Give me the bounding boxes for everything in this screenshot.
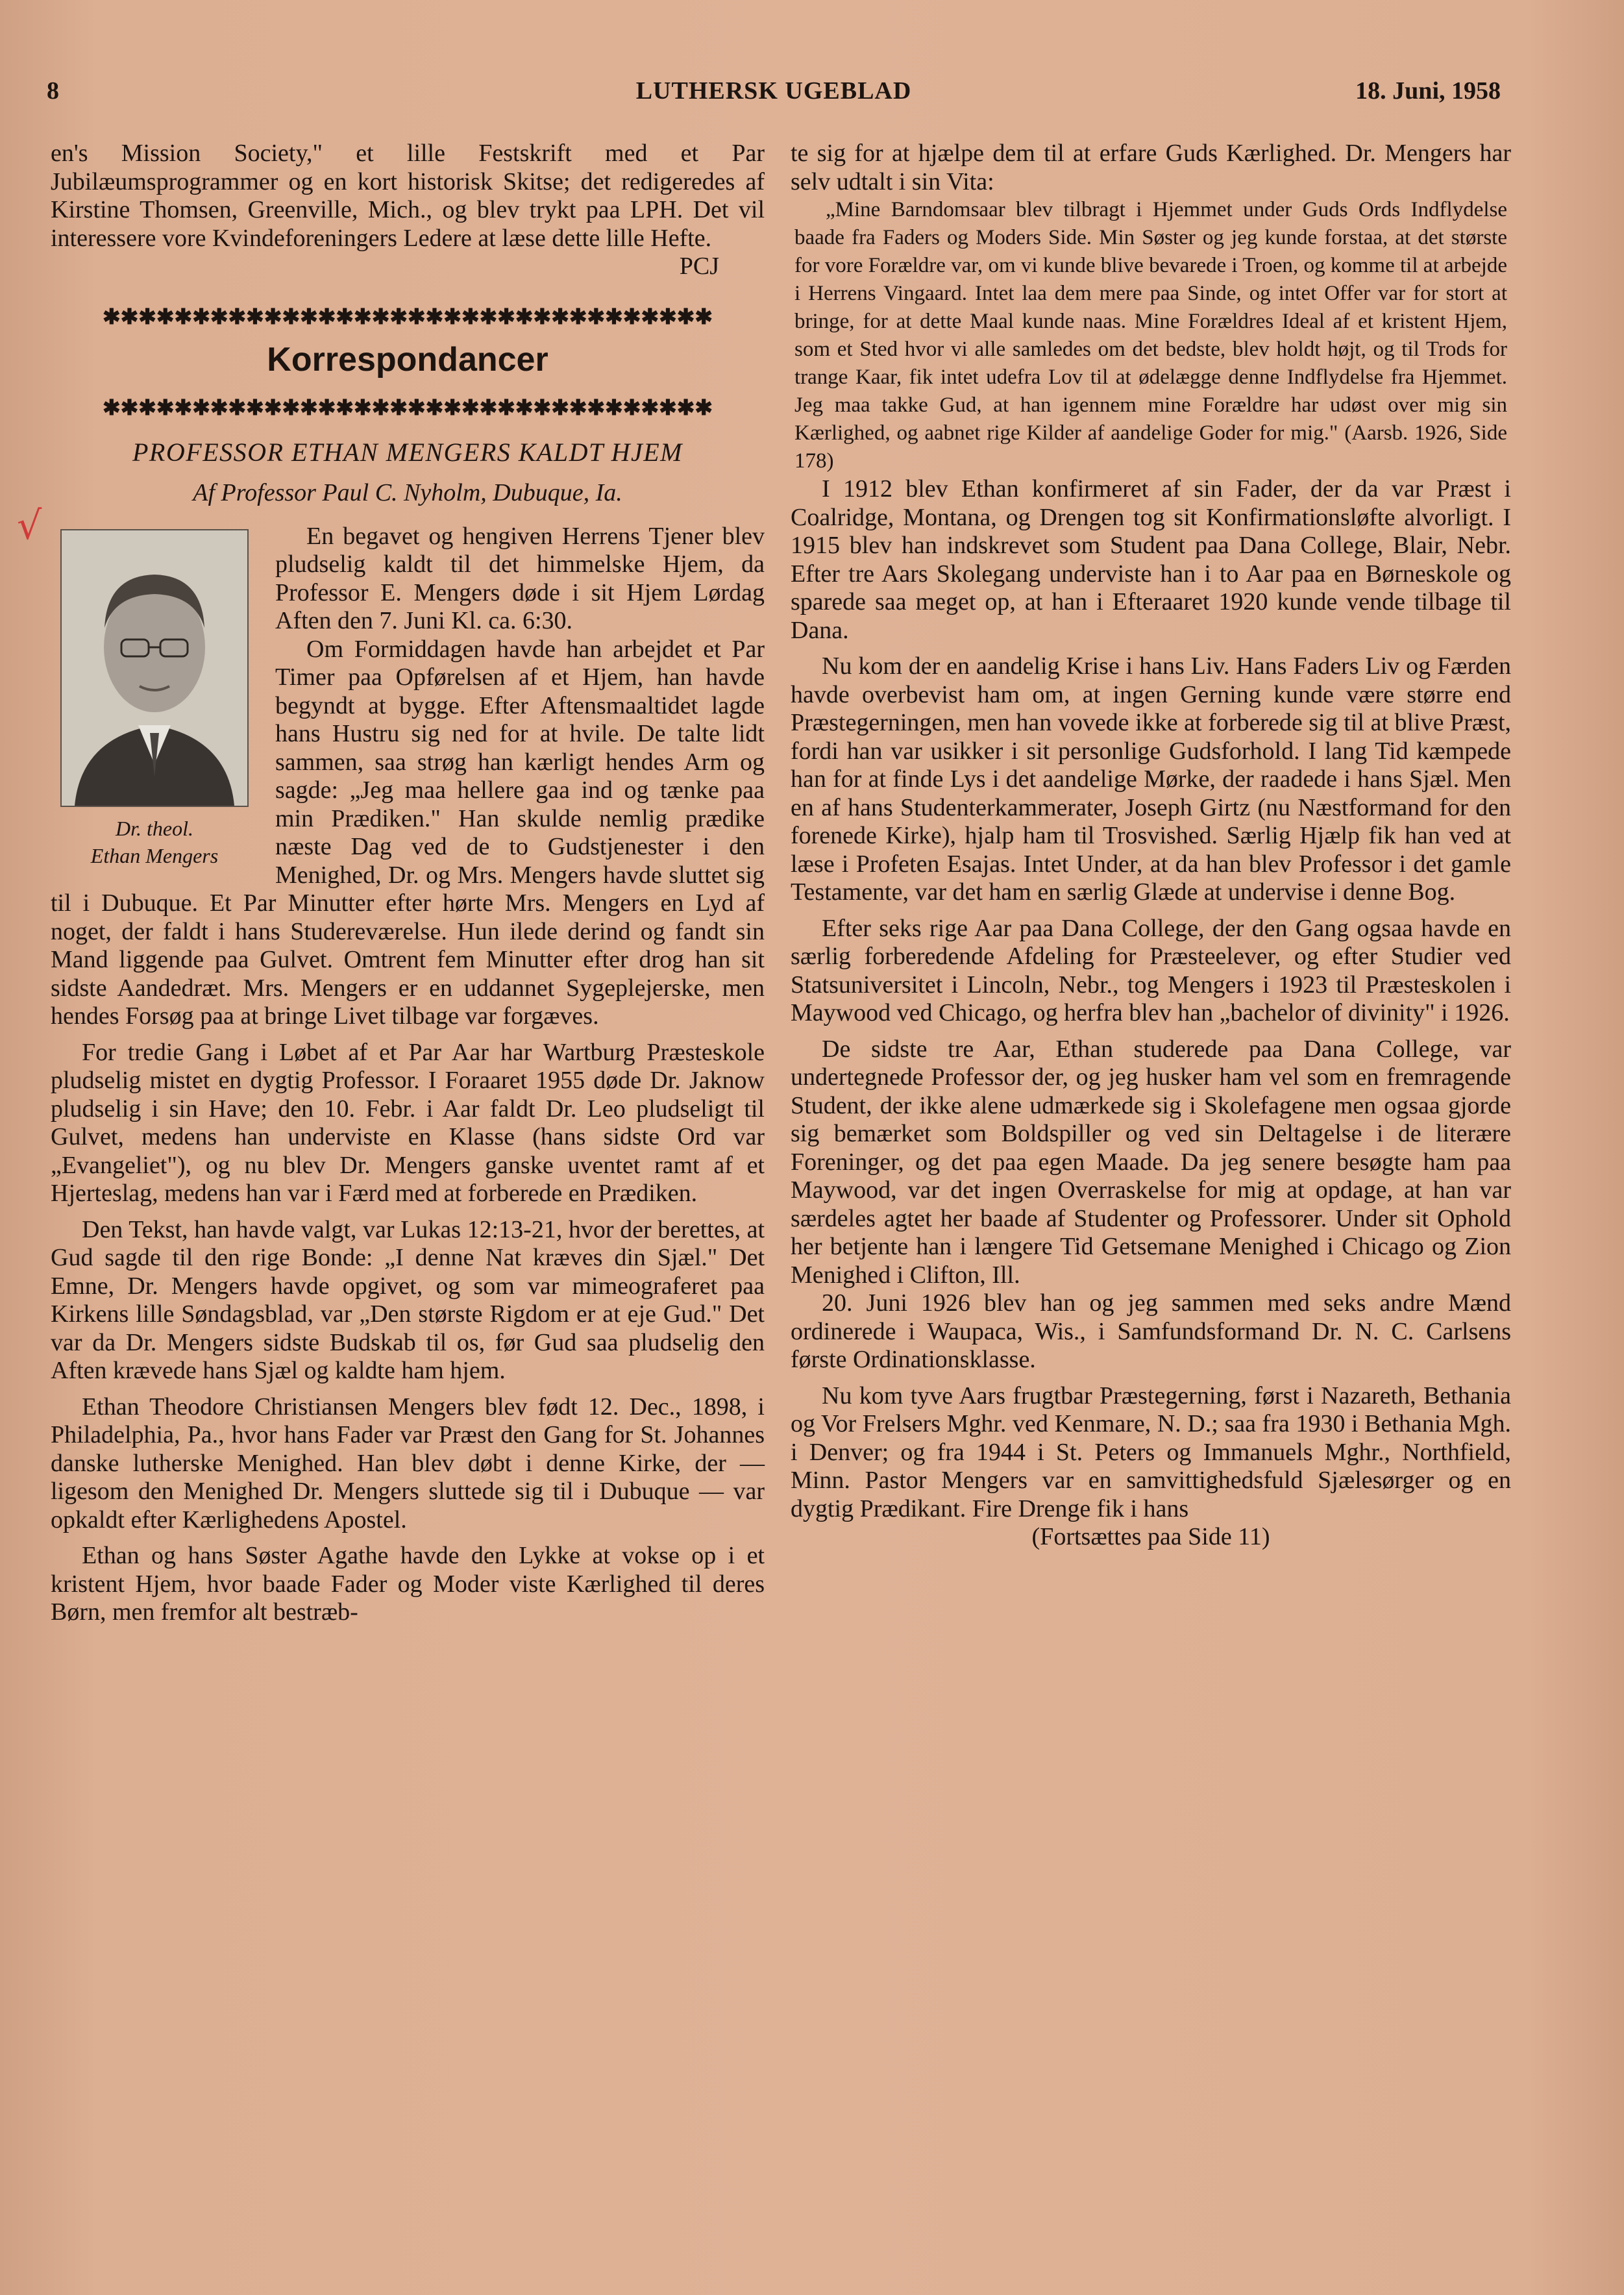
star-divider-bottom: ✱✱✱✱✱✱✱✱✱✱✱✱✱✱✱✱✱✱✱✱✱✱✱✱✱✱✱✱✱✱✱✱✱✱ — [102, 396, 713, 420]
article-paragraph: Ethan Theodore Christiansen Mengers blev født 12. Dec., 1898, i Philadelphia, Pa., hvor hans Fader var Præst den Gang for St. Johannes danske lutherske Menighed. Han blev døbt i denne Kirke, der — ligesom den Menighed Dr. Mengers sluttede sig til i Dubuque — var opkaldt efter Kærlighedens Apostel. — [51, 1393, 765, 1533]
article-paragraph: De sidste tre Aar, Ethan studerede paa Dana College, var undertegnede Professor der, og jeg husker ham vel som en fremragende Student, der ikke alene udmærkede sig i Skolefagene men ogsaa gjorde sig bemærket som Boldspiller og ved sin Deltagelse i de literære Foreninger, og det paa egen Maade. Da jeg senere besøgte ham paa Maywood, var det ingen Overraskelse for mig at opdage, at han var særdeles agtet her baade af Studenter og Professorer. Under sit Ophold her betjente han i længere Tid Getsemane Menighed i Chicago og Zion Menighed i Clifton, Ill. — [791, 1035, 1511, 1289]
article-title: PROFESSOR ETHAN MENGERS KALDT HJEM — [132, 437, 683, 467]
article-paragraph: 20. Juni 1926 blev han og jeg sammen med seks andre Mænd ordinerede i Waupaca, Wis., i Samfundsformand Dr. N. C. Carlsens første Ordinationsklasse. — [791, 1289, 1511, 1373]
page-header — [47, 77, 1501, 116]
section-title: Korrespondancer — [267, 340, 548, 378]
star-divider-top: ✱✱✱✱✱✱✱✱✱✱✱✱✱✱✱✱✱✱✱✱✱✱✱✱✱✱✱✱✱✱✱✱✱✱ — [102, 305, 713, 329]
article-paragraph: Nu kom tyve Aars frugtbar Præstegerning, først i Nazareth, Bethania og Vor Frelsers Mghr. ved Kenmare, N. D.; saa fra 1930 i Bethania Mgh. i Denver; og fra 1944 i St. Peters og Immanuels Mghr., Northfield, Minn. Pastor Mengers var en samvittighedsfuld Sjælesørger og en dygtig Prædikant. Fire Drenge fik i hans — [791, 1382, 1511, 1522]
article-paragraph: Nu kom der en aandelig Krise i hans Liv. Hans Faders Liv og Færden havde overbevist ham om, at ingen Gerning kunde være større end Præstegerningen, men han vovede ikke at forberede sig til at blive Præst, fordi han var usikker i sit personlige Gudsforhold. I lang Tid kæmpede han for at finde Lys i det aandelige Mørke, der raadede i hans Sjæl. Men en af hans Studenterkammerater, Joseph Girtz (nu Næstformand for den forenede Kirke), hjalp ham til Trosvished. Særlig Hjælp fik han ved at læse i Profeten Esajas. Intet Under, at da han blev Professor i det gamle Testamente, var det ham en særlig Glæde at undervise i denne Bog. — [791, 652, 1511, 906]
right-column — [791, 140, 1511, 1552]
article-paragraph: te sig for at hjælpe dem til at erfare Guds Kærlighed. Dr. Mengers har selv udtalt i sin Vita: — [791, 140, 1511, 195]
article-paragraph: Efter seks rige Aar paa Dana College, der den Gang ogsaa havde en særlig forberedende Afdeling for Præsteelever, og efter Studier ved Statsuniversitet i Lincoln, Nebr., tog Mengers i 1923 til Præsteskolen i Maywood ved Chicago, og herfra blev han „bachelor of divinity" i 1926. — [791, 914, 1511, 1026]
article-paragraph: En begavet og hengiven Herrens Tjener blev pludselig kaldt til det himmelske Hjem, da Professor E. Mengers døde i sit Hjem Lørdag Aften den 7. Juni Kl. ca. 6:30. — [275, 522, 765, 634]
article-paragraph: Ethan og hans Søster Agathe havde den Lykke at vokse op i et kristent Hjem, hvor baade Fader og Moder viste Kærlighed til deres Børn, men fremfor alt bestræb- — [51, 1542, 765, 1626]
left-column — [51, 140, 765, 1627]
portrait-caption-line-2: Ethan Mengers — [90, 843, 219, 867]
article-paragraph: For tredie Gang i Løbet af et Par Aar har Wartburg Præsteskole pludselig mistet en dygtig Professor. I Foraaret 1955 døde Dr. Jaknow pludselig i sin Have; den 10. Febr. i Aar faldt Dr. Leo pludseligt til Gulvet, medens han underviste en Klasse (hans sidste Ord var „Evangeliet"), og nu blev Dr. Mengers ganske uventet ramt af et Hjerteslag, medens han var i Færd med at forberede en Prædiken. — [51, 1038, 765, 1207]
publication-title: LUTHERSK UGEBLAD — [635, 77, 912, 105]
article-byline: Af Professor Paul C. Nyholm, Dubuque, Ia. — [193, 478, 622, 506]
issue-date: 18. Juni, 1958 — [1355, 77, 1501, 105]
article-paragraph: Om Formiddagen havde han arbejdet et Par Timer paa Opførelsen af et Hjem, han havde begyndt at bygge. Efter Aftensmaaltidet lagde hans Hustru sig ned for at hvile. De talte lidt sammen, saa strøg han kærligt hendes Arm og sagde: „Jeg maa hellere gaa ind og tænke paa min Prædiken." Han skulde nemlig prædike næste Dag ved de to Gudstjenester i den Menighed, Dr. og Mrs. Mengers havde sluttet sig til i Dubuque. Et Par Minutter efter hørte Mrs. Mengers en Lyd af noget, der faldt i hans Studereværelse. Hun ilede derind og fandt sin Mand liggende paa Gulvet. Omtrent fem Minutter efter drog han sit sidste Aandedræt. Mrs. Mengers er en uddannet Sygeplejerske, men hendes Forsøg paa at bringe Livet tilbage var forgæves. — [51, 635, 765, 1030]
article-paragraph: I 1912 blev Ethan konfirmeret af sin Fader, der da var Præst i Coalridge, Montana, og Drengen tog sit Konfirmationsløfte alvorligt. I 1915 blev han indskrevet som Student paa Dana College, Blair, Nebr. Efter tre Aars Skolegang underviste han i to Aar paa en Børneskole og sparede saa meget op, at han i Efteraaret 1920 kunde vende tilbage til Dana. — [791, 475, 1511, 644]
intro-signature: PCJ — [679, 253, 719, 280]
portrait-figure — [51, 529, 258, 869]
intro-paragraph: en's Mission Society," et lille Festskrift med et Par Jubilæumsprogrammer og en kort historisk Skitse; det redigeredes af Kirstine Thomsen, Greenville, Mich., og blev trykt paa LPH. Det vil interessere vore Kvindeforeningers Ledere at læse dette lille Hefte. PCJ — [51, 140, 765, 280]
page-number: 8 — [47, 77, 59, 105]
red-check-mark-icon: √ — [17, 503, 42, 549]
portrait-caption-line-1: Dr. theol. — [116, 816, 193, 840]
continued-notice: (Fortsættes paa Side 11) — [1031, 1523, 1270, 1550]
article-paragraph: Den Tekst, han havde valgt, var Lukas 12:13-21, hvor der berettes, at Gud sagde til den rige Bonde: „I denne Nat kræves din Sjæl." Det Emne, Dr. Mengers havde opgivet, og som var mimeograferet paa Kirkens lille Søndagsblad, var „Den største Rigdom er at eje Gud." Det var da Dr. Mengers sidste Budskab til os, før Gud saa pludselig den Aften krævede hans Sjæl og kaldte ham hjem. — [51, 1215, 765, 1384]
vita-quote: „Mine Barndomsaar blev tilbragt i Hjemmet under Guds Ords Indflydelse baade fra Faders og Moders Side. Min Søster og jeg kunde forstaa, at det største for vore Forældre var, om vi kunde blive bevarede i Troen, og komme til at arbejde i Herrens Vingaard. Intet laa dem mere paa Sinde, og intet Offer var for stort at bringe, for at dette Maal kunde naas. Mine Forældres Ideal af et kristent Hjem, som et Sted hvor vi alle samledes om det bedste, blev holdt højt, og til Trods for trange Kaar, fik intet udefra Lov til at ødelægge denne Indflydelse fra Hjemmet. Jeg maa takke Gud, at han igennem mine Forældre har udøst over mig sin Kærlighed, og aabnet rige Kilder af aandelige Goder for mig." (Aarsb. 1926, Side 178) — [794, 198, 1507, 473]
portrait-photo — [60, 529, 249, 807]
portrait-image-icon — [62, 530, 247, 806]
